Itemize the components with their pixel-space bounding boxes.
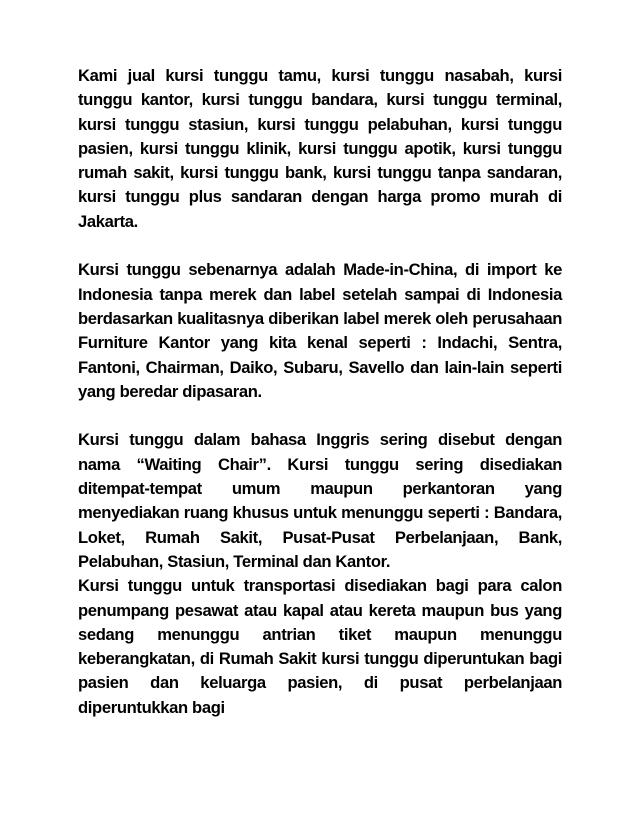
paragraph-2: Kursi tunggu sebenarnya adalah Made-in-China, di import ke Indonesia tanpa merek dan label setelah sampai di Indonesia berdasarkan kualitasnya diberikan label merek oleh perusahaan Furniture Kantor yang kita kenal seperti : Indachi, Sentra, Fantoni, Chairman, Daiko, Subaru, Savello dan lain-lain seperti yang beredar dipasaran. — [78, 260, 562, 401]
paragraph-1: Kami jual kursi tunggu tamu, kursi tunggu nasabah, kursi tunggu kantor, kursi tunggu bandara, kursi tunggu terminal, kursi tunggu stasiun, kursi tunggu pelabuhan, kursi tunggu pasien, kursi tunggu klinik, kursi tunggu apotik, kursi tunggu rumah sakit, kursi tunggu bank, kursi tunggu tanpa sandaran, kursi tunggu plus sandaran dengan harga promo murah di Jakarta. — [78, 66, 562, 231]
paragraph-3: Kursi tunggu dalam bahasa Inggris sering disebut dengan nama “Waiting Chair”. Kursi tunggu sering disediakan ditempat-tempat umum maupun perkantoran yang menyediakan ruang khusus untuk menunggu seperti : Bandara, Loket, Rumah Sakit, Pusat-Pusat Perbelanjaan, Bank, Pelabuhan, Stasiun, Terminal dan Kantor. — [78, 430, 562, 571]
document-body — [78, 64, 562, 720]
paragraph-4: Kursi tunggu untuk transportasi disediakan bagi para calon penumpang pesawat atau kapal atau kereta maupun bus yang sedang menunggu antrian tiket maupun menunggu keberangkatan, di Rumah Sakit kursi tunggu diperuntukan bagi pasien dan keluarga pasien, di pusat perbelanjaan diperuntukkan bagi — [78, 576, 562, 717]
